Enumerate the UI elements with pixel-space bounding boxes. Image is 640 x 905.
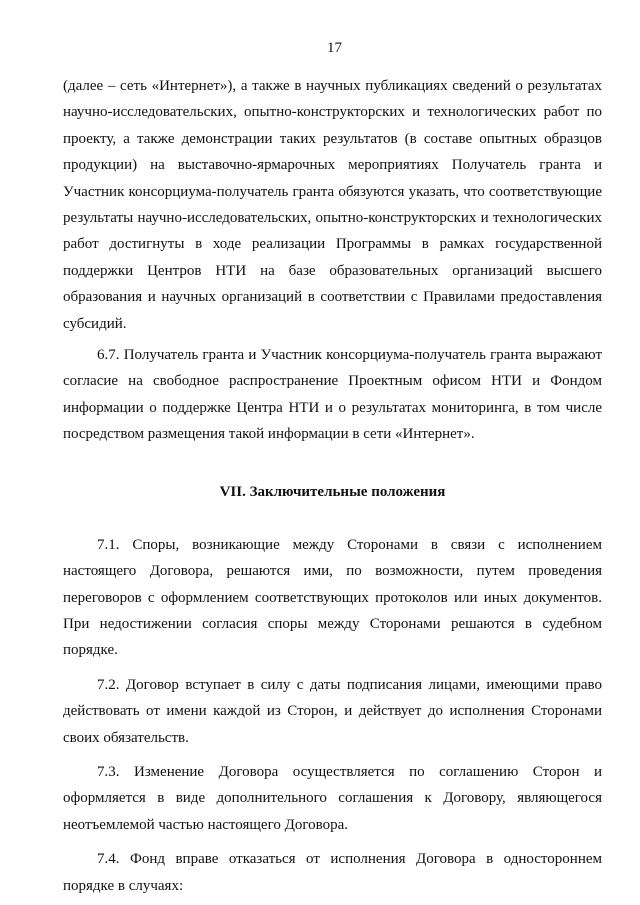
paragraph-7-2: 7.2. Договор вступает в силу с даты подписания лицами, имеющими право действовать от имени каждой из Сторон, и действует до исполнения Сторонами своих обязательств. — [63, 676, 602, 746]
section-title: VII. Заключительные положения — [219, 483, 446, 500]
document-body — [63, 73, 602, 899]
page-number: 17 — [327, 40, 342, 56]
paragraph-6-7: 6.7. Получатель гранта и Участник консорциума-получатель гранта выражают согласие на свободное распространение Проектным офисом НТИ и Фондом информации о поддержке Центра НТИ и о результатах мониторинга, в том числе посредством размещения такой информации в сети «Интернет». — [63, 347, 602, 443]
paragraph-7-3: 7.3. Изменение Договора осуществляется по соглашению Сторон и оформляется в виде дополнительного соглашения к Договору, являющегося неотъемлемой частью настоящего Договора. — [63, 763, 602, 833]
paragraph-gap — [63, 751, 602, 759]
paragraph-gap — [63, 664, 602, 672]
paragraph-7-4: 7.4. Фонд вправе отказаться от исполнения Договора в одностороннем порядке в случаях: — [63, 851, 602, 894]
paragraph-continuation: (далее – сеть «Интернет»), а также в научных публикациях сведений о результатах научно-исследовательских, опытно-конструкторских и технологических работ по проекту, а также демонстрации таких результатов (в составе опытных образцов продукции) на выставочно-ярмарочных мероприятиях Получатель гранта и Участник консорциума-получатель гранта обязуются указать, что соответствующие результаты научно-исследовательских, опытно-конструкторских и технологических работ достигнуты в ходе реализации Программы в рамках государственной поддержки Центров НТИ на базе образовательных организаций высшего образования и научных организаций в соответствии с Правилами предоставления субсидий. — [63, 78, 602, 332]
paragraph-7-1: 7.1. Споры, возникающие между Сторонами в связи с исполнением настоящего Договора, решаются ими, по возможности, путем проведения переговоров с оформлением соответствующих протоколов или иных документов. При недостижении согласия споры между Сторонами решаются в судебном порядке. — [63, 536, 602, 659]
paragraph-gap — [63, 838, 602, 846]
